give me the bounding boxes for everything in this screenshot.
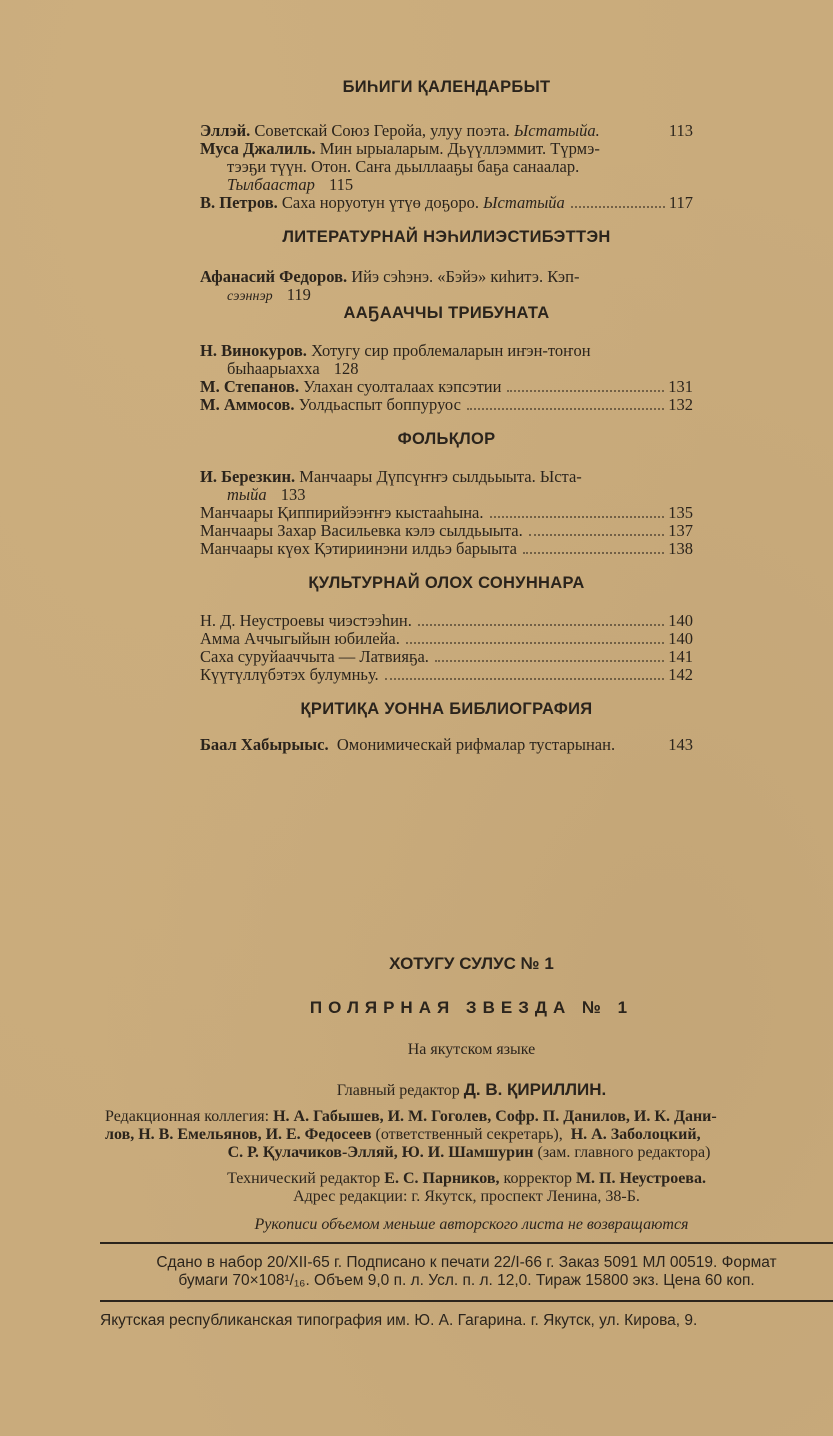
board-label: Редакционная коллегия: <box>105 1108 270 1125</box>
toc-section <box>200 574 693 684</box>
page-number: 113 <box>668 121 693 140</box>
entry-author: В. Петров. <box>200 193 278 212</box>
board-role: (ответственный секретарь), <box>375 1126 563 1143</box>
chief-editor-label: Главный редактор <box>336 1082 460 1099</box>
dot-leader <box>418 624 664 626</box>
entry-title: Амма Аччыгыйын юбилейа. <box>200 629 400 648</box>
entry-author: И. Березкин. <box>200 467 296 486</box>
board-members: лов, Н. В. Емельянов, И. Е. Федосеев <box>105 1126 372 1143</box>
dot-leader <box>529 534 665 536</box>
entry-title: Советскай Союз Геройа, улуу поэта. <box>254 121 514 140</box>
toc-entry <box>200 540 693 558</box>
entry-genre: Ыстатыйа. <box>513 121 600 140</box>
toc-entry <box>200 122 693 140</box>
entry-author: М. Степанов. <box>200 377 300 396</box>
entry-title-cont: тээҕи түүн. Отон. Саҥа дьыллааҕы баҕа санаалар. <box>227 157 580 176</box>
title-russian: ПОЛЯРНАЯ ЗВЕЗДА № 1 <box>309 998 634 1017</box>
toc-entry <box>200 648 693 666</box>
print-line: Сдано в набор 20/XII-65 г. Подписано к печати 22/I-66 г. Заказ 5091 МЛ 00519. Формат <box>156 1254 777 1271</box>
technical-editor <box>100 1170 833 1188</box>
board-members: Н. А. Габышев, И. М. Гоголев, Софр. П. Данилов, И. К. Дани- <box>273 1108 717 1125</box>
entry-title: Манчаары Қиппирийээҥҥэ кыстааһына. <box>200 503 484 522</box>
dot-leader <box>571 206 665 208</box>
title-yakut: ХОТУГУ СУЛУС № 1 <box>389 954 554 973</box>
page-number: 138 <box>668 539 693 558</box>
toc-section <box>200 78 693 212</box>
entry-genre: тыйа <box>227 485 267 504</box>
page-number: 133 <box>280 485 306 504</box>
dot-leader <box>507 390 664 392</box>
entry-author: Н. Винокуров. <box>200 341 307 360</box>
entry-title: Саха суруйааччыта — Латвияҕа. <box>200 647 429 666</box>
toc-entry <box>200 268 693 306</box>
entry-genre: Тылбаастар <box>227 175 315 194</box>
chief-editor <box>100 1081 833 1100</box>
language-note: На якутском языке <box>407 1041 536 1058</box>
entry-title-cont: быһаарыахха <box>227 359 320 378</box>
section-title: ФОЛЬҚЛОР <box>397 430 496 448</box>
page-number: 141 <box>668 647 693 666</box>
toc-section <box>200 430 693 558</box>
entry-author: Баал Хабырыыс. <box>200 735 329 754</box>
page-number: 137 <box>668 521 693 540</box>
entry-title: Манчаары күөх Қэтириинэни илдьэ барыыта <box>200 539 517 558</box>
entry-title: Улахан суолталаах кэпсэтии <box>303 377 502 396</box>
toc-entry <box>200 378 693 396</box>
section-title: ҚРИТИҚА УОННА БИБЛИОГРАФИЯ <box>300 700 593 718</box>
toc-section <box>200 304 693 414</box>
entry-title: Н. Д. Неустроевы чиэстээһин. <box>200 611 412 630</box>
dot-leader <box>406 642 664 644</box>
toc-entry <box>200 342 693 378</box>
section-title: ААҔААЧЧЫ ТРИБУНАТА <box>343 304 550 322</box>
toc-section <box>200 228 693 306</box>
board-members: Н. А. Заболоцкий, <box>570 1126 701 1143</box>
toc-entry <box>200 140 693 194</box>
page-number: 140 <box>668 629 693 648</box>
page-number: 115 <box>329 175 354 194</box>
page-number: 131 <box>668 377 693 396</box>
dot-leader <box>467 408 664 410</box>
toc-entry <box>200 522 693 540</box>
print-line: бумаги 70×108¹/₁₆. Объем 9,0 п. л. Усл. п. л. 12,0. Тираж 15800 экз. Цена 60 коп. <box>178 1272 755 1289</box>
page-number: 117 <box>668 193 693 212</box>
entry-title: Ийэ сэһэнэ. «Бэйэ» киһитэ. Кэп- <box>351 267 580 286</box>
toc-entry <box>200 396 693 414</box>
dot-leader <box>523 552 664 554</box>
editorial-board <box>100 1108 833 1162</box>
toc-entry <box>200 612 693 630</box>
entry-title: Хотугу сир проблемаларын иҥэн-тоҥон <box>311 341 591 360</box>
board-role: (зам. главного редактора) <box>537 1144 711 1161</box>
dot-leader <box>490 516 665 518</box>
entry-title: Омонимическай рифмалар тустарынан. <box>336 735 616 754</box>
page-number: 119 <box>286 285 311 304</box>
page-number: 132 <box>668 395 693 414</box>
toc-entry <box>200 468 693 504</box>
page-number: 140 <box>668 611 693 630</box>
toc-entry <box>200 736 693 754</box>
entry-title: Мин ырыаларым. Дьүүллэммит. Түрмэ- <box>319 139 600 158</box>
toc-entry <box>200 666 693 684</box>
section-title: ЛИТЕРАТУРНАЙ НЭҺИЛИЭСТИБЭТТЭН <box>282 228 611 246</box>
chief-editor-name: Д. В. ҚИРИЛЛИН. <box>463 1080 607 1099</box>
editorial-address: Адрес редакции: г. Якутск, проспект Ленина, 38-Б. <box>293 1188 640 1205</box>
entry-author: Эллэй. <box>200 121 251 140</box>
toc-entry <box>200 504 693 522</box>
entry-title: Саха норуотун үтүө доҕоро. <box>281 193 484 212</box>
page-number: 142 <box>668 665 693 684</box>
toc-entry <box>200 194 693 212</box>
toc-entry <box>200 630 693 648</box>
entry-genre: Ыстатыйа <box>483 193 565 212</box>
corrector-name: М. П. Неустроева. <box>575 1170 706 1187</box>
imprint <box>100 955 833 1330</box>
toc-section <box>200 700 693 754</box>
entry-author: Афанасий Федоров. <box>200 267 348 286</box>
page-number: 135 <box>668 503 693 522</box>
tech-editor-name: Е. С. Парников, <box>384 1170 500 1187</box>
entry-title: Манчаары Захар Васильевка кэлэ сылдьыыта. <box>200 521 523 540</box>
corrector-label: корректор <box>503 1170 572 1187</box>
section-title: БИҺИГИ ҚАЛЕНДАРБЫТ <box>342 78 551 96</box>
dot-leader <box>435 660 664 662</box>
section-title: ҚУЛЬТУРНАЙ ОЛОХ СОНУННАРА <box>308 574 585 592</box>
page-number: 128 <box>333 359 359 378</box>
tech-editor-label: Технический редактор <box>227 1170 381 1187</box>
manuscripts-note: Рукописи объемом меньше авторского листа не возвращаются <box>254 1216 689 1233</box>
print-details <box>100 1254 833 1290</box>
table-of-contents <box>200 78 693 754</box>
printer-info: Якутская республиканская типография им. Ю. А. Гагарина. г. Якутск, ул. Кирова, 9. <box>100 1312 698 1329</box>
entry-title: Уолдьаспыт боппуруос <box>298 395 461 414</box>
entry-title: Күүтүллүбэтэх булумньу. <box>200 665 379 684</box>
dot-leader <box>385 678 665 680</box>
entry-author: М. Аммосов. <box>200 395 295 414</box>
entry-genre: сээннэр <box>227 289 273 304</box>
entry-author: Муса Джалиль. <box>200 139 316 158</box>
page-number: 143 <box>668 735 693 754</box>
board-members: С. Р. Қулачиков-Элляй, Ю. И. Шамшурин <box>227 1144 534 1161</box>
entry-title: Манчаары Дүпсүҥҥэ сылдьыыта. Ыста- <box>299 467 582 486</box>
